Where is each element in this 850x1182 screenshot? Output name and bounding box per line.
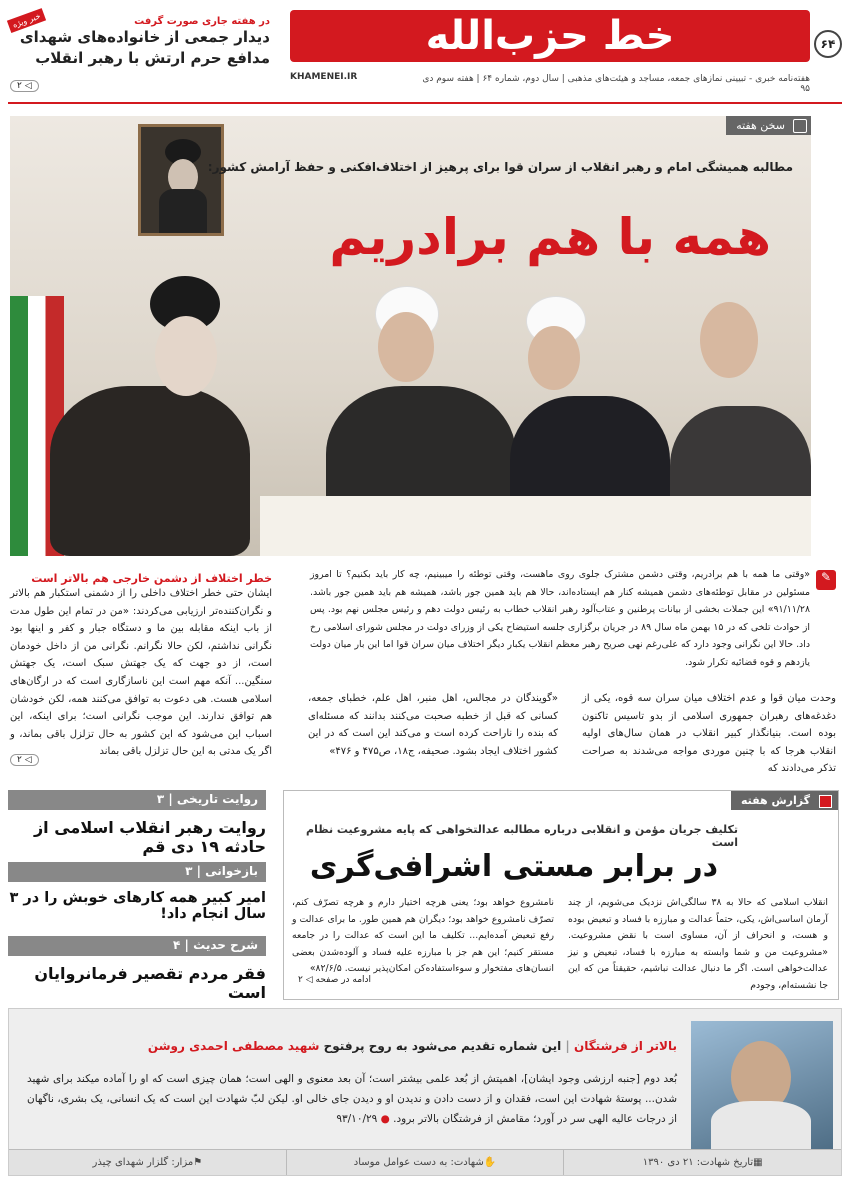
report-kicker: تکلیف جریان مؤمن و انقلابی درباره مطالبه عدالتخواهی که پایه مشروعیت نظام است — [306, 823, 738, 849]
hero-kicker: مطالبه همیشگی امام و رهبر انقلاب از سران قوا برای پرهیز از اختلاف‌افکنی و حفظ آرامش کشور: — [207, 160, 793, 174]
box-hadith-title[interactable]: فقر مردم تقصیر فرمانروایان است — [34, 964, 266, 1002]
hero-photo[interactable] — [10, 116, 811, 556]
left-column-text: ایشان حتی خطر اختلاف داخلی را از دشمنی استکبار هم بالاتر و نگران‌کننده‌تر ارزیابی می‌کردند: «من در تمام این طول مدت از باب اینکه مقابله بین ما و دستگاه جبار و کفر و اینها بود نگرانی نداشتم، لکن حالا نگرانم. نگرانی من از داخل خودمان است، از دو جهت که یک جهتش سبک است، یک جهتش سنگین... آنکه مهم است این ناسازگاری است که در ارگان‌های اسلامی هست. هی دعوت به توافق می‌کنند همه، لکن خودشان هم توافق ندارند. این موجب نگرانی است؛ برای اینکه، این اسباب این می‌شود که این کشور به حال تزلزل باقی بماند، و اگر یک مدتی به این حال تزلزل باقی بماند — [10, 588, 272, 758]
footer-cell-grave: ⚑ مزار: گلزار شهدای چیذر — [92, 1157, 203, 1168]
box-review-label: بازخوانی — [205, 864, 258, 878]
left-column-page-number: ۲ — [17, 755, 22, 765]
box-hadith-label: شرح حدیث — [193, 938, 258, 952]
box-review-head: بازخوانی | ۳ — [8, 862, 266, 882]
box-hadith-page: ۴ — [173, 938, 181, 952]
footer-cell-cause: ✋ شهادت: به دست عوامل موساد — [286, 1150, 564, 1175]
footer-info-bar — [9, 1149, 841, 1175]
report-headline[interactable]: در برابر مستی اشرافی‌گری — [309, 849, 718, 884]
weekly-report[interactable] — [283, 790, 839, 1000]
person-3-face — [528, 326, 580, 390]
box-history-title[interactable]: روایت رهبر انقلاب اسلامی از حادثه ۱۹ دی قم — [33, 818, 266, 856]
book-icon — [793, 119, 807, 133]
box-review[interactable] — [8, 862, 266, 922]
footer-heading: بالاتر از فرشتگان | این شماره تقدیم می‌شود به روح پرفتوح شهید مصطفی احمدی روشن — [147, 1039, 677, 1053]
box-hadith-head: شرح حدیث | ۴ — [8, 936, 266, 956]
report-section-label: گزارش هفته — [731, 791, 838, 810]
martyr-shirt — [711, 1101, 811, 1151]
report-continue-text: ادامه در صفحه — [315, 975, 372, 985]
box-history-label: روایت تاریخی — [176, 792, 258, 806]
masthead — [0, 0, 850, 112]
box-hadith[interactable] — [8, 936, 266, 1002]
box-history-page: ۳ — [156, 792, 165, 806]
report-icon — [819, 795, 832, 808]
box-history[interactable] — [8, 790, 266, 856]
promo-page-link[interactable]: ◁ ۲ — [10, 80, 39, 92]
issue-number-badge: ۶۴ — [814, 30, 842, 58]
footer-quote — [27, 1069, 677, 1129]
person-1 — [50, 386, 250, 556]
hero-headline[interactable]: همه با هم برادریم — [329, 208, 771, 266]
hero-section-label[interactable]: سخن هفته — [726, 116, 811, 135]
martyrdom-date: تاریخ شهادت: ۲۱ دی ۱۳۹۰ — [642, 1157, 754, 1168]
martyr-name[interactable]: شهید مصطفی احمدی روشن — [147, 1039, 320, 1053]
promo-page-number: ۲ — [17, 81, 22, 91]
footer-label: بالاتر از فرشتگان — [573, 1039, 677, 1053]
person-2-face — [378, 312, 434, 382]
report-column-right: انقلاب اسلامی که حالا به ۳۸ سالگی‌اش نزدیک می‌شویم، از چند آرمان اساسی‌اش، یکی، حتماً عدالت و مبارزه با فساد و تبعیض بوده و هست، و انحراف از آن، مساوی است با نقض مشروعیت. «مشروعیت من و شما وابسته به مبارزه با فساد، تبعیض و نیز عدالت‌خواهی است. اگر ما دنبال عدالت نباشیم، حقیقتاً من که این جا نشسته‌ام، وجودم — [568, 897, 828, 991]
person-4-face — [700, 302, 758, 378]
wall-portrait — [138, 124, 224, 236]
left-column-page-link[interactable]: ◁ ۲ — [10, 754, 39, 766]
grave-location: مزار: گلزار شهدای چیذر — [92, 1157, 194, 1168]
left-column — [10, 572, 272, 761]
footer-quote-text: بُعد دوم [جنبه ارزشی وجود ایشان]، اهمیتش از بُعد علمی بیشتر است؛ آن بعد معنوی و الهی است؛ همان چیزی است که او را آماده میکند برای شهید شدن... پوستهٔ شهادت این است، فقدان و از دست دادن و ندیدن او و دیدن جای خالی او. لیکن لبّ شهادت این است که یک انسانی، یک بشری، ناگهان از درجات عالیه الهی سر در آورد؛ مقامش از فرشتگان بالاتر برود. — [27, 1073, 677, 1125]
footer-bullet: ● — [380, 1113, 390, 1125]
promo-block[interactable] — [8, 16, 270, 69]
promo-title[interactable]: دیدار جمعی از خانواده‌های شهدای مدافع حرم ارتش با رهبر انقلاب — [19, 28, 270, 67]
promo-kicker: در هفته‌ جاری صورت گرفت — [134, 16, 270, 27]
footer-date: ۹۳/۱۰/۲۹ — [336, 1113, 378, 1125]
left-column-title: خطر اختلاف از دشمن خارجی هم بالاتر است — [31, 572, 272, 585]
report-continue-link[interactable]: ادامه در صفحه ◁ ۲ — [298, 975, 372, 985]
mid-column-left: «گویندگان در مجالس، اهل منبر، اهل علم، خطبای جمعه، کسانی که قبل از خطبه صحبت می‌کنند بدانند که مسئله‌ای که بنده را ناراحت کرده است و می‌کند این است که در این کشور اختلاف ایجاد بشود. صحیفه، ج۱۸، ص۴۷۵ و ۴۷۶» — [308, 693, 558, 757]
person-1-face — [155, 316, 217, 396]
quill-icon: ✎ — [816, 570, 836, 590]
box-history-head: روایت تاریخی | ۳ — [8, 790, 266, 810]
newspaper-logo[interactable]: خط حزب‌الله — [290, 10, 810, 62]
mid-column-right: وحدت میان قوا و عدم اختلاف میان سران سه قوه، یکی از دغدغه‌های رهبران جمهوری اسلامی از بدو تاسیس تاکنون بوده است. بنیانگذار کبیر انقلاب در همان سال‌های اولیه انقلاب هرجا که با چنین موردی مواجه می‌شدند به صراحت تذکر می‌دادند که — [582, 693, 836, 775]
martyr-photo — [691, 1021, 833, 1151]
report-column-left: نامشروع خواهد بود؛ یعنی هرچه اختیار دارم و هرچه تصرّف کنم، تصرّف نامشروع خواهد بود؛ دیگران هم همین طور. ما برای عدالت و رفع تبعیض آمده‌ایم... تکلیف ما این است که عدالت را در جامعه مستقر کنیم؛ این هم جز با مبارزه علیه فساد و آلوده‌شدن بعضی انسان‌های مفتخوار و سوءاستفاده‌کن امکان‌پذیر نیست. ۸۲/۶/۵» — [292, 897, 554, 974]
martyrdom-cause: شهادت: به دست عوامل موساد — [353, 1157, 484, 1168]
report-page: ۲ — [298, 975, 303, 985]
footer-intro: این شماره تقدیم می‌شود به روح پرفتوح — [323, 1039, 562, 1053]
box-review-title[interactable]: امیر کبیر همه کارهای خوبش را در ۳ سال انجام داد! — [9, 890, 266, 922]
site-link[interactable]: KHAMENEI.IR — [290, 72, 358, 82]
martyr-footer — [8, 1008, 842, 1176]
quote-paragraph: «وقتی ما همه با هم برادریم، وقتی دشمن مشترک جلوی روی ماهست، وقتی توطئه را میبینیم، چه کار باید بکنیم؟ تا امروز مسئولین در مقابل توطئه‌های دشمن همیشه کنار هم ایستاده‌اند، حالا هم باید همین جور باشد، همیشه هم باید همین جور باشد. ۹۱/۱۱/۲۸» این جملات بخشی از بیانات پرطنین و عتاب‌آلود رهبر انقلاب خطاب به رئیس دولت دهم و رئیس مجلس نهم بود. پس از حوادث تلخی که در ۱۵ بهمن ماه سال ۸۹ در جریان برگزاری جلسه استیضاح یکی از وزرای دولت در مجلس شورای اسلامی رخ داد. حالا این نگرانی وجود دارد که علی‌رغم نهی صریح رهبر معظم انقلاب یکبار دیگر اختلاف میان سران قوا اما این بار میان دولت یازدهم و قوه قضائیه تکرار شود. — [310, 569, 810, 668]
masthead-subline: هفته‌نامه خبری - تبیینی نمازهای جمعه، مساجد و هیئت‌های مذهبی | سال دوم، شماره ۶۴ | هفته سوم دی ۹۵ — [422, 74, 810, 94]
masthead-divider — [8, 102, 842, 104]
box-review-page: ۳ — [185, 864, 193, 878]
table — [260, 496, 811, 556]
promo-tag-badge: خبر ویژه — [7, 8, 46, 33]
portrait-robe — [159, 189, 207, 233]
footer-cell-date: ▦ تاریخ شهادت: ۲۱ دی ۱۳۹۰ — [563, 1150, 841, 1175]
